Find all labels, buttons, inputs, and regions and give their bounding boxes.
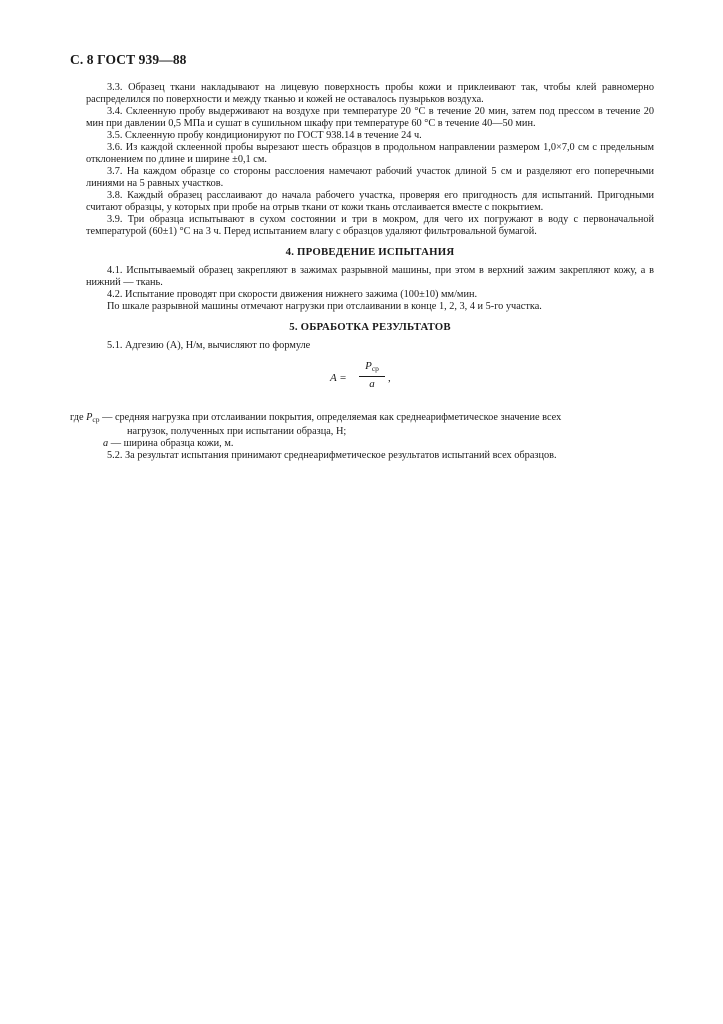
definition-pcp xyxy=(70,412,654,438)
formula-definitions xyxy=(70,412,654,450)
formula-fraction xyxy=(359,360,385,391)
formula-lhs: A = xyxy=(330,372,347,384)
def-a-text: — ширина образца кожи, м. xyxy=(110,438,234,449)
paragraph-5-1: 5.1. Адгезию (А), Н/м, вычисляют по формуле xyxy=(107,340,311,351)
definition-a xyxy=(86,438,654,450)
paragraph-3-3: 3.3. Образец ткани накладывают на лицевую поверхность пробы кожи и приклеивают так, чтобы клей равномерно распределился по поверхности и между тканью и кожей не оставалось пузырьков воздуха. xyxy=(86,82,654,105)
formula-numerator xyxy=(359,360,385,375)
def-a-symbol: a xyxy=(103,438,109,449)
paragraph-4-1: 4.1. Испытываемый образец закрепляют в зажимах разрывной машины, при этом в верхний зажим закрепляют кожу, а в нижний — ткань. xyxy=(86,265,654,288)
paragraph-4-2: 4.2. Испытание проводят при скорости движения нижнего зажима (100±10) мм/мин. xyxy=(107,289,478,300)
paragraph-3-5: 3.5. Склеенную пробу кондиционируют по ГОСТ 938.14 в течение 24 ч. xyxy=(107,130,422,141)
paragraph-3-4: 3.4. Склеенную пробу выдерживают на воздухе при температуре 20 °С в течение 20 мин, затем под прессом в течение 20 мин при давлении 0,5 МПа и сушат в сушильном шкафу при температуре 60 °С в течение 40—50 мин. xyxy=(86,106,654,129)
formula-num-var: P xyxy=(365,360,372,372)
paragraph-4-3: По шкале разрывной машины отмечают нагрузки при отслаивании в конце 1, 2, 3, 4 и 5-го участка. xyxy=(107,301,542,312)
paragraph-3-9: 3.9. Три образца испытывают в сухом состоянии и три в мокром, для чего их погружают в воду с первоначальной температурой (60±1) °С на 3 ч. Перед испытанием влагу с образцов удаляют фильтровальной бумагой. xyxy=(86,214,654,237)
where-symbol-sub: ср xyxy=(92,415,100,424)
paragraph-3-7: 3.7. На каждом образце со стороны расслоения намечают рабочий участок длиной 5 см и разделяют его поперечными линиями на 5 равных участков. xyxy=(86,166,654,189)
adhesion-formula xyxy=(86,358,654,400)
page-header: С. 8 ГОСТ 939—88 xyxy=(70,52,187,67)
paragraph-3-6: 3.6. Из каждой склеенной пробы вырезают шесть образцов в продольном направлении размером 1,0×7,0 см с предельным отклонением по длине и ширине ±0,1 см. xyxy=(86,142,654,165)
formula-denominator: a xyxy=(369,378,375,390)
where-text-2: нагрузок, полученных при испытании образца, Н; xyxy=(127,426,347,437)
document-body xyxy=(70,82,654,462)
where-symbol: P xyxy=(86,412,93,423)
section-5-heading: 5. ОБРАБОТКА РЕЗУЛЬТАТОВ xyxy=(289,321,451,333)
formula-tail: , xyxy=(388,372,391,384)
fraction-bar xyxy=(359,376,385,377)
where-text-1: — средняя нагрузка при отслаивании покрытия, определяемая как среднеарифметическое значение всех xyxy=(102,412,562,423)
where-lead: где xyxy=(70,412,84,423)
formula-num-sub: ср xyxy=(371,364,379,373)
section-4-heading: 4. ПРОВЕДЕНИЕ ИСПЫТАНИЯ xyxy=(285,246,455,258)
paragraph-3-8: 3.8. Каждый образец расслаивают до начала рабочего участка, проверяя его пригодность для испытаний. Пригодными считают образцы, у которых при пробе на отрыв ткани от кожи ткань отслаивается вместе с покрытием. xyxy=(86,190,654,213)
paragraph-5-2: 5.2. За результат испытания принимают среднеарифметическое результатов испытаний всех образцов. xyxy=(107,450,557,461)
